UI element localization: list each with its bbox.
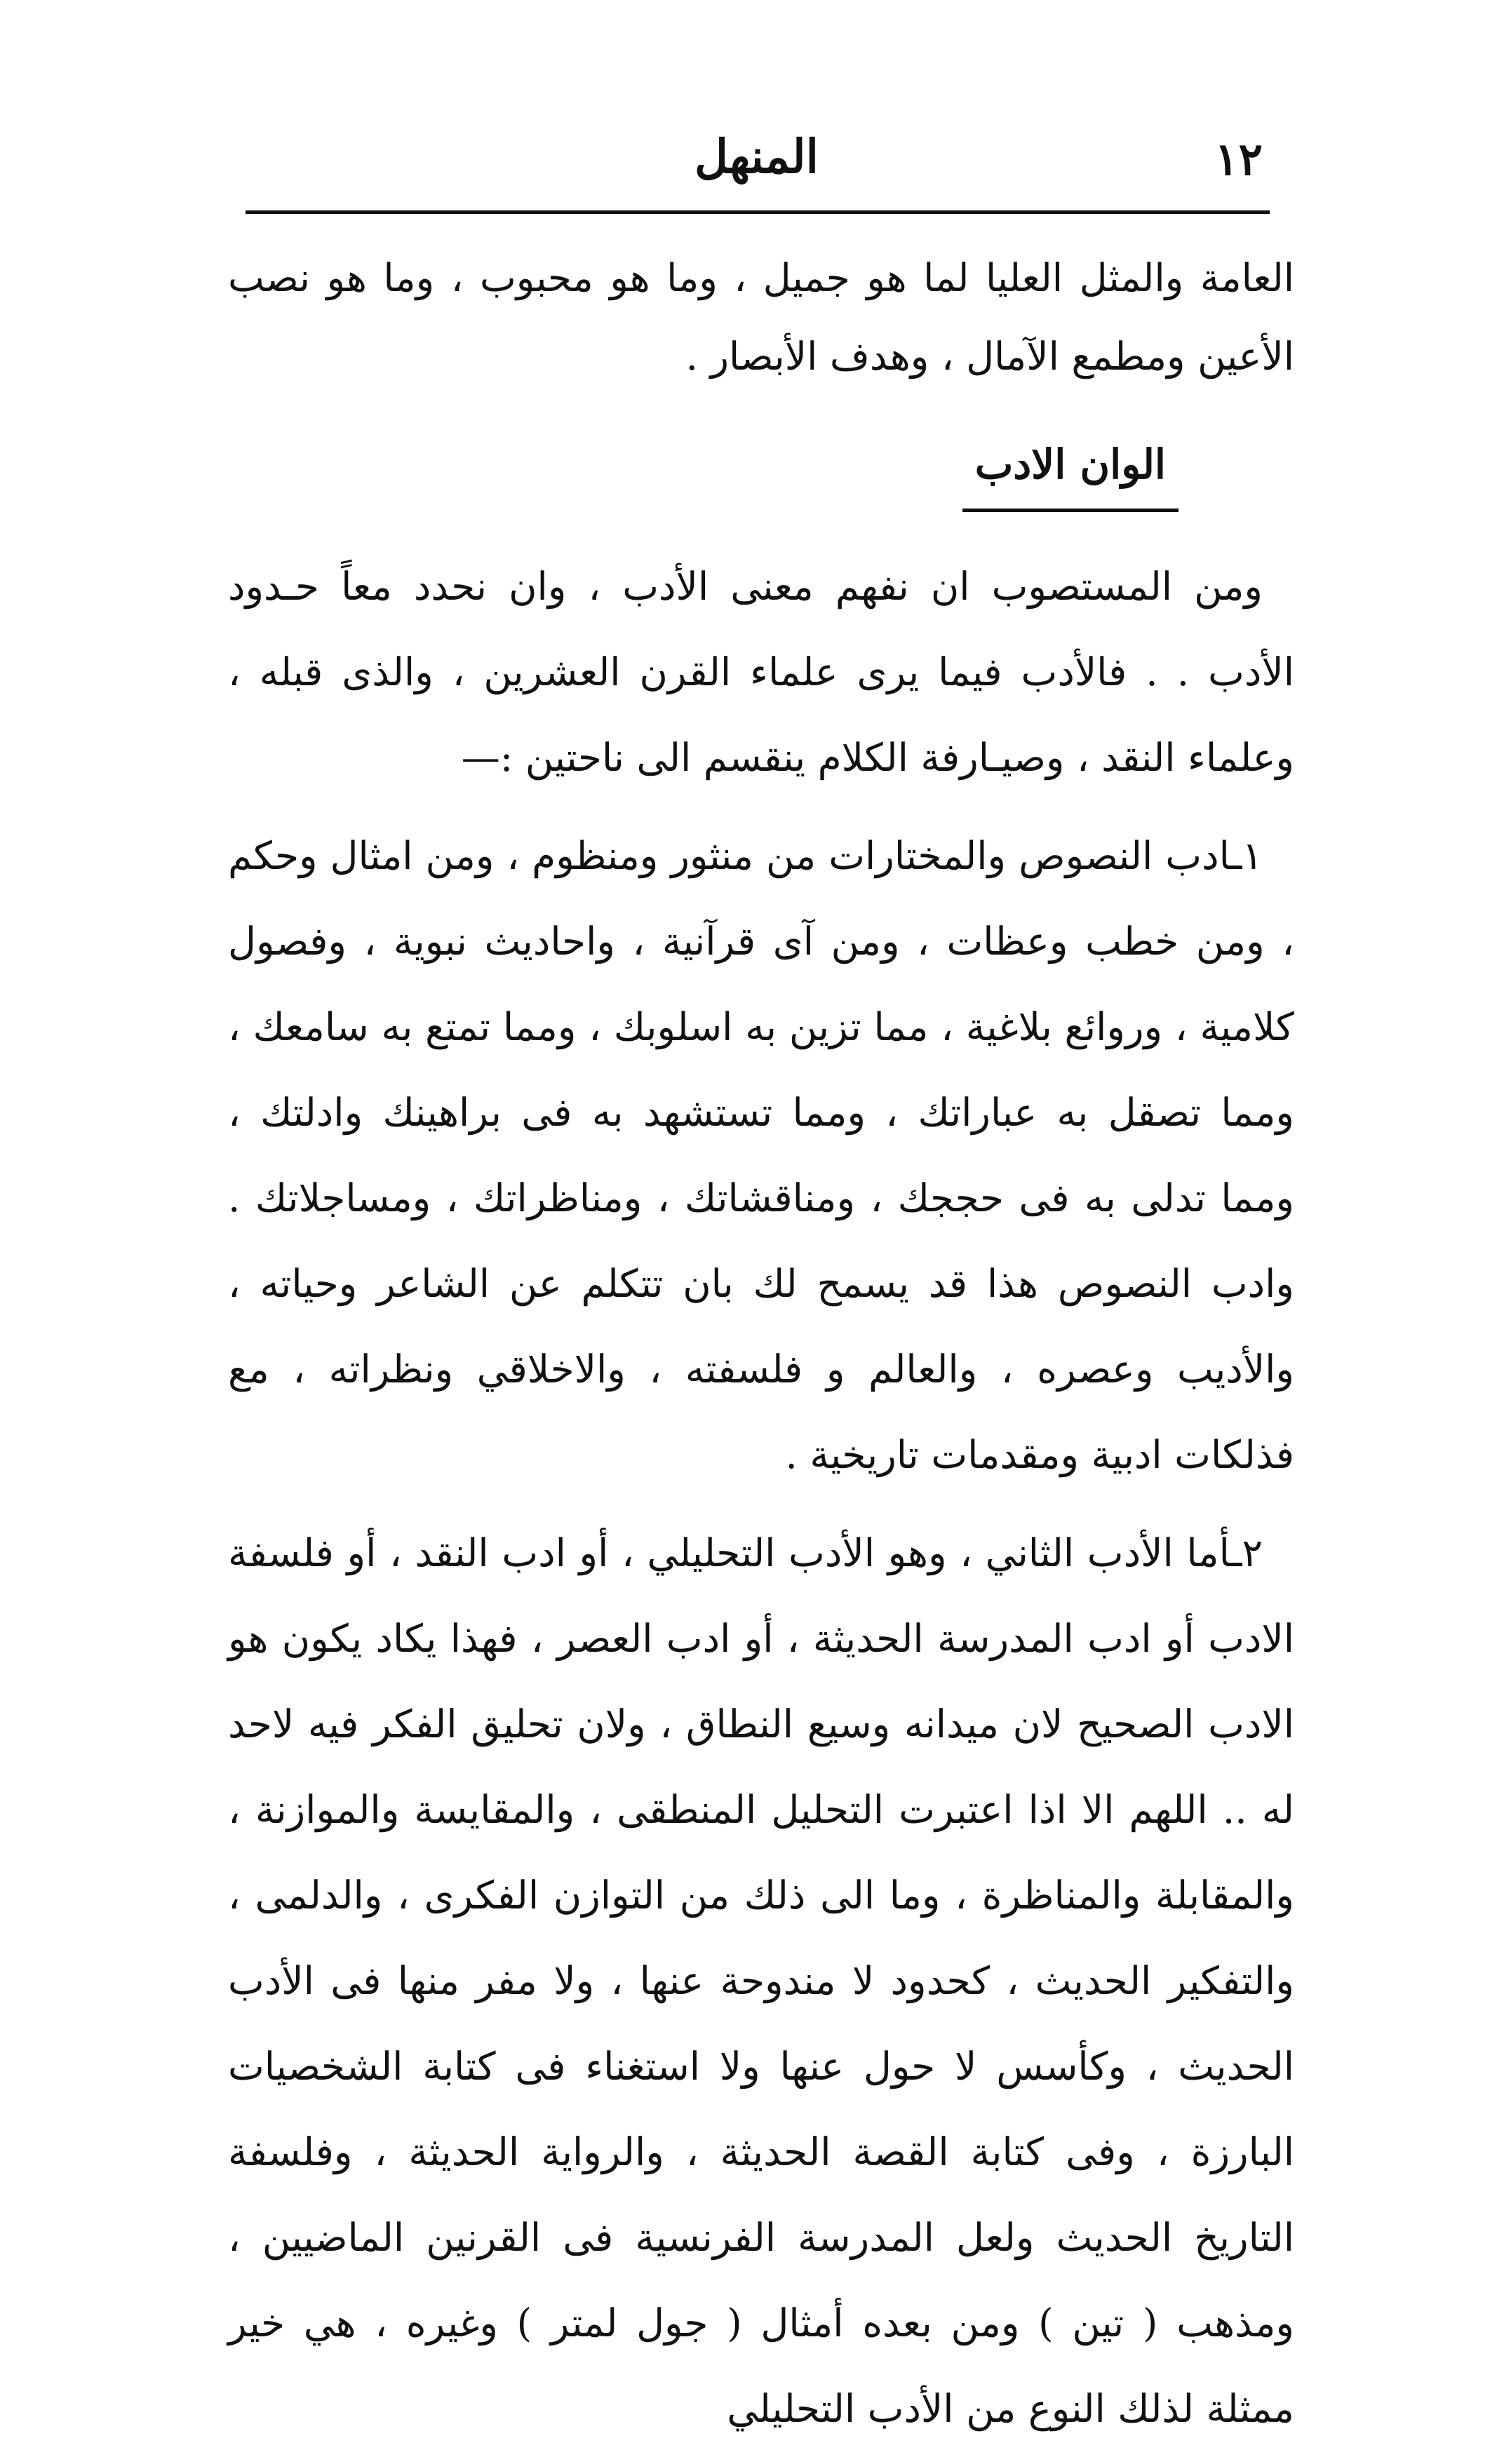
- running-title: المنهل: [694, 129, 819, 184]
- page-header: [246, 119, 1270, 214]
- page-number: ١٢: [1214, 133, 1263, 186]
- intro-paragraph: ومن المستصوب ان نفهم معنى الأدب ، وان نحدد معاً حـدود الأدب . . فالأدب فيما يرى علماء القرن العشرين ، والذى قبله ، وعلماء النقد ، وصيـارفة الكلام ينقسم الى ناحتين :—: [228, 564, 1294, 780]
- numbered-paragraph-1: ١ـادب النصوص والمختارات من منثور ومنظوم ، ومن امثال وحكم ، ومن خطب وعظات ، ومن آى قرآنية ، واحاديث نبوية ، وفصول كلامية ، وروائع بلاغية ، مما تزين به اسلوبك ، ومما تمتع به سامعك ، ومما تصقل به عباراتك ، ومما تستشهد به فى براهينك وادلتك ، ومما تدلى به فى حججك ، ومناقشاتك ، ومناظراتك ، ومساجلاتك . وادب النصوص هذا قد يسمح لك بان تتكلم عن الشاعر وحياته ، والأديب وعصره ، والعالم و فلسفته ، والاخلاقي ونظراته ، مع فذلكات ادبية ومقدمات تاريخية .: [228, 833, 1294, 1477]
- opening-paragraph: العامة والمثل العليا لما هو جميل ، وما هو محبوب ، وما هو نصب الأعين ومطمع الآمال ، وهدف الأبصار .: [228, 255, 1294, 379]
- numbered-paragraph-2: ٢ـأما الأدب الثاني ، وهو الأدب التحليلي ، أو ادب النقد ، أو فلسفة الادب أو ادب المدرسة الحديثة ، أو ادب العصر ، فهذا يكاد يكون هو الادب الصحيح لان ميدانه وسيع النطاق ، ولان تحليق الفكر فيه لاحد له .. اللهم الا اذا اعتبرت التحليل المنطقى ، والمقايسة والموازنة ، والمقابلة والمناظرة ، وما الى ذلك من التوازن الفكرى ، والدلمى ، والتفكير الحديث ، كحدود لا مندوحة عنها ، ولا مفر منها فى الأدب الحديث ، وكأسس لا حول عنها ولا استغناء فى كتابة الشخصيات البارزة ، وفى كتابة القصة الحديثة ، والرواية الحديثة ، وفلسفة التاريخ الحديث ولعل المدرسة الفرنسية فى القرنين الماضيين ، ومذهب ( تين ) ومن بعده أمثال ( جول لمتر ) وغيره ، هي خير ممثلة لذلك النوع من الأدب التحليلي: [228, 1530, 1294, 2431]
- page-body: [228, 238, 1294, 2464]
- section-title: الوان الادب: [962, 426, 1179, 512]
